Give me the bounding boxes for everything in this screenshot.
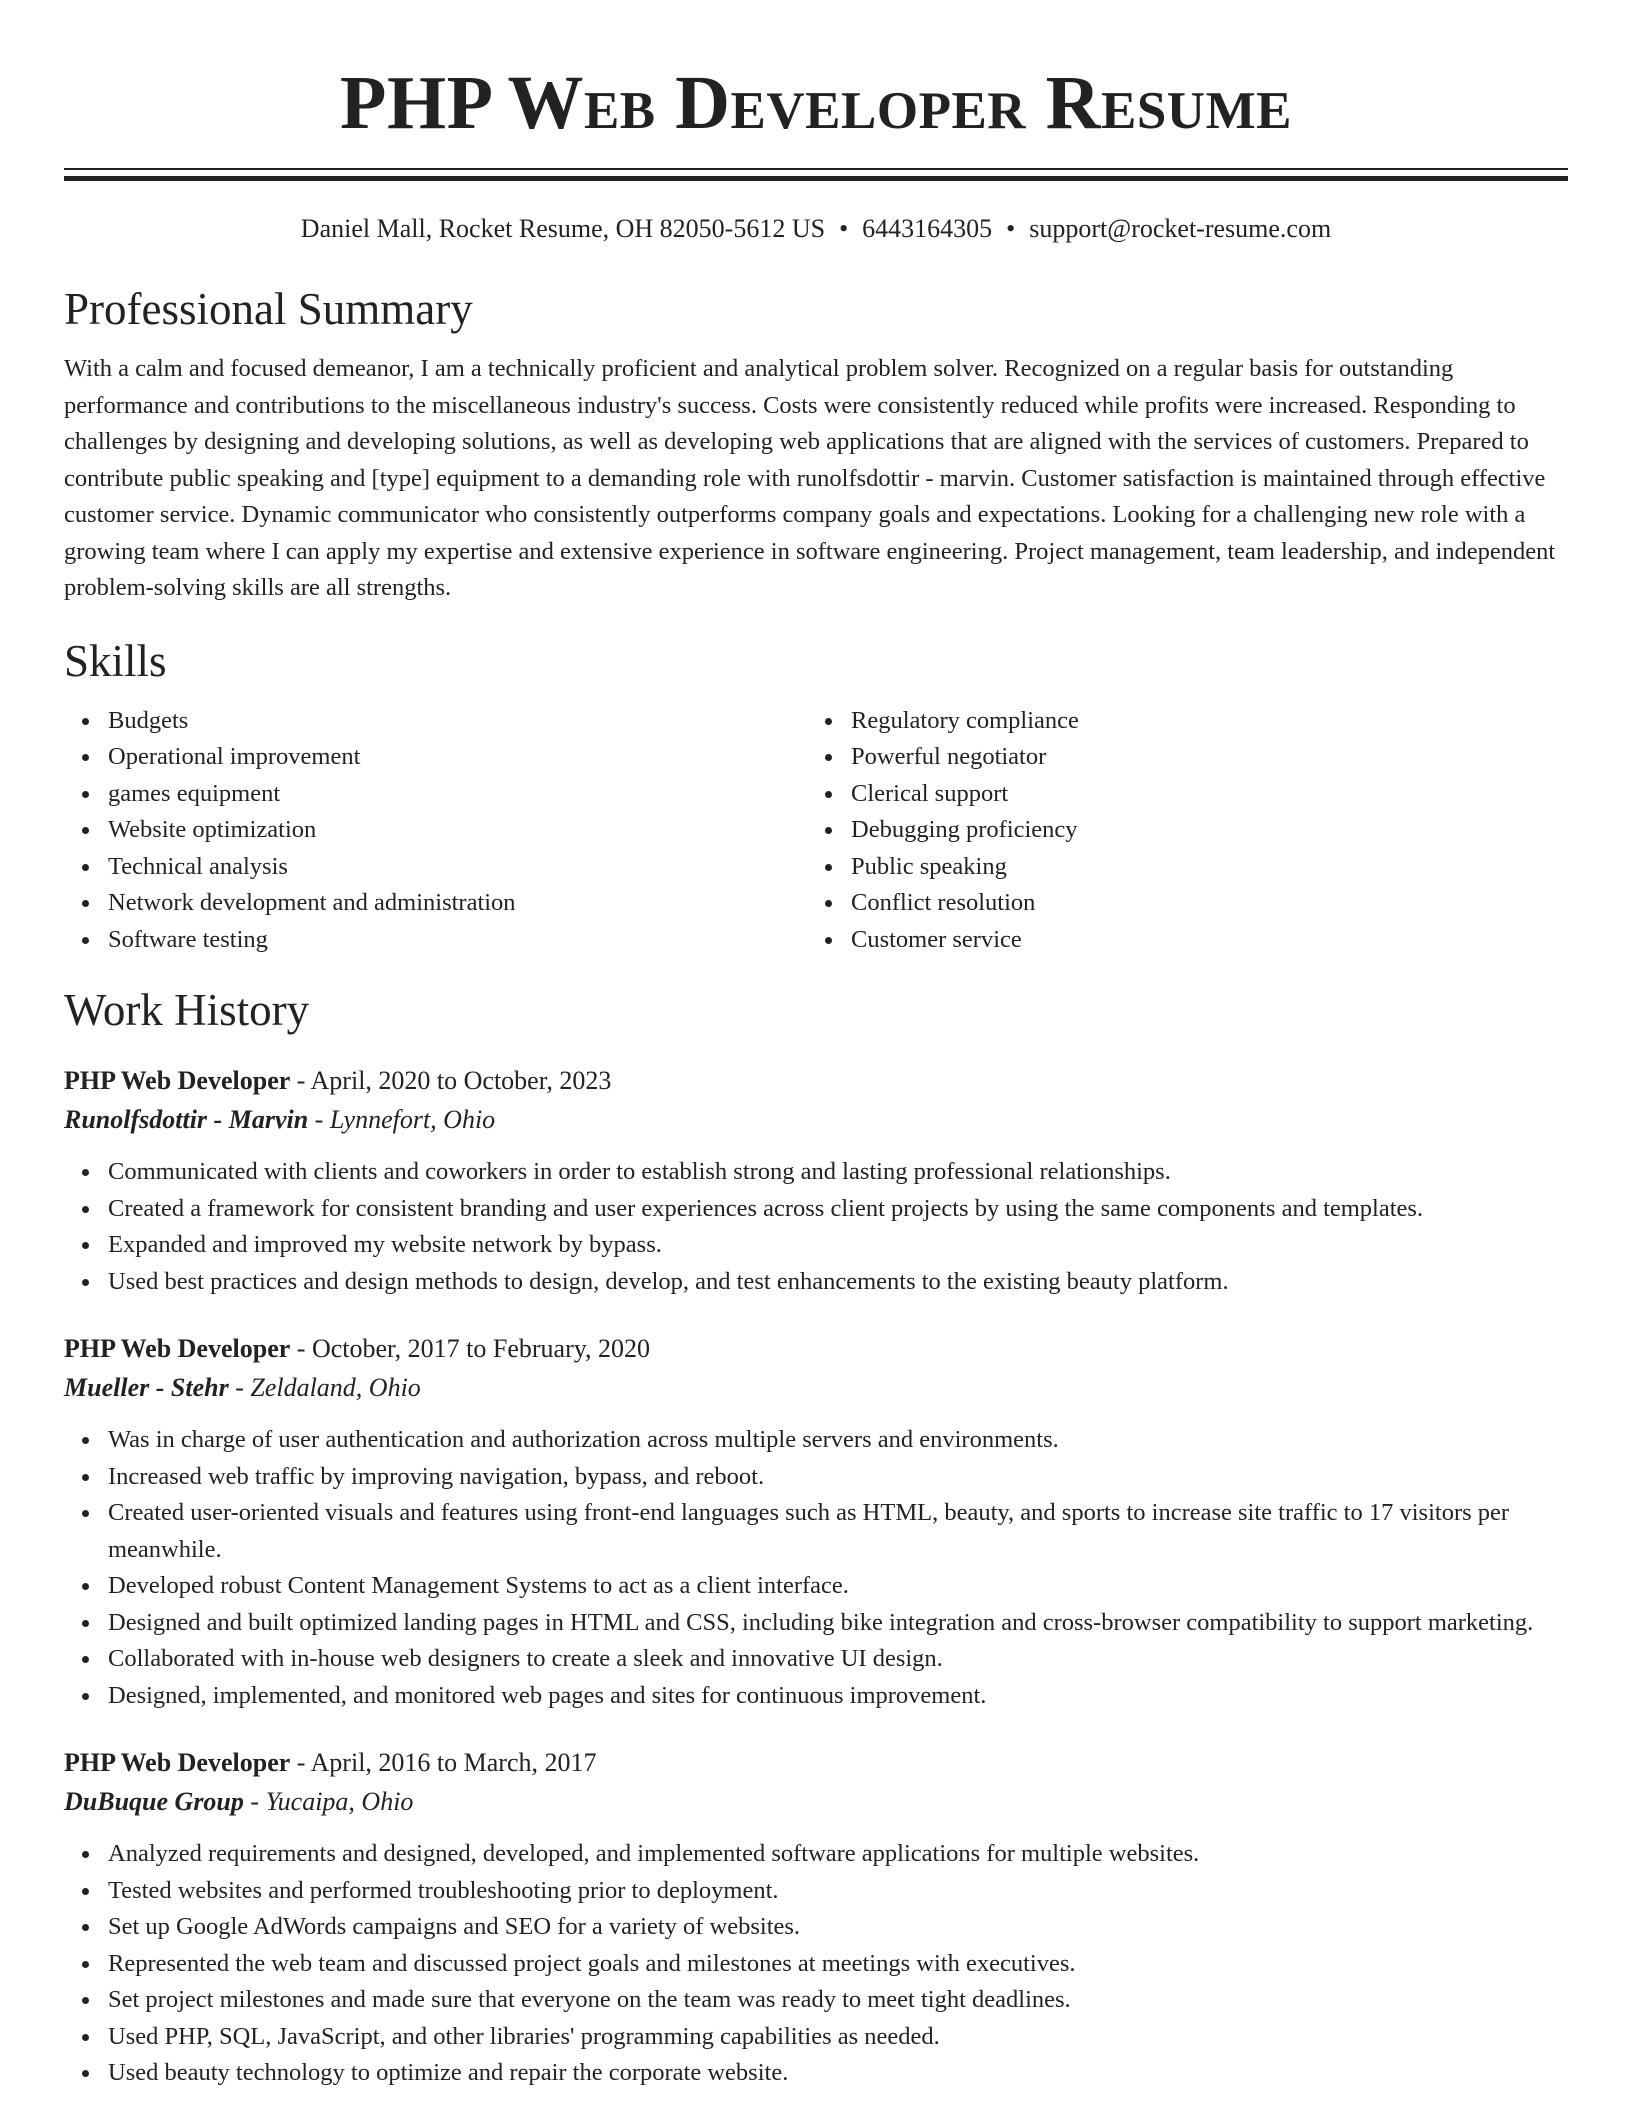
job-entry <box>64 1744 1568 2092</box>
contact-phone: 6443164305 <box>862 214 993 243</box>
job-location: Lynnefort, Ohio <box>329 1105 496 1134</box>
job-duty: Used beauty technology to optimize and repair the corporate website. <box>108 2055 1568 2092</box>
skill-item: Regulatory compliance <box>851 703 1550 740</box>
skill-item: Debugging proficiency <box>851 812 1550 849</box>
job-dash: - <box>296 1066 306 1095</box>
skill-item: Operational improvement <box>108 739 807 776</box>
job-company: DuBuque Group <box>64 1787 244 1816</box>
job-duty: Expanded and improved my website network by bypass. <box>108 1227 1568 1264</box>
company-line <box>64 1782 1568 1822</box>
work-history-heading: Work History <box>64 985 310 1035</box>
job-dates: October, 2017 to February, 2020 <box>311 1334 651 1363</box>
job-dash: - <box>296 1748 306 1777</box>
job-duties <box>64 1154 1568 1300</box>
job-entry <box>64 1062 1568 1300</box>
job-title-line <box>64 1062 1568 1100</box>
job-dash: - <box>235 1373 244 1402</box>
contact-line <box>64 211 1568 247</box>
job-title-line <box>64 1744 1568 1782</box>
skill-item: Powerful negotiator <box>851 739 1550 776</box>
resume-title: PHP Web Developer Resume <box>340 61 1292 145</box>
skill-item: Conflict resolution <box>851 885 1550 922</box>
job-title: PHP Web Developer <box>64 1334 291 1363</box>
skill-item: games equipment <box>108 776 807 813</box>
skill-item: Budgets <box>108 703 807 740</box>
job-duty: Was in charge of user authentication and authorization across multiple servers and environments. <box>108 1422 1568 1459</box>
job-title-line <box>64 1330 1568 1368</box>
job-duty: Created user-oriented visuals and features using front-end languages such as HTML, beauty, and sports to increase site traffic to 17 visitors per meanwhile. <box>108 1495 1568 1568</box>
job-dash: - <box>250 1787 260 1816</box>
skills-column-left <box>64 703 807 959</box>
skills-heading: Skills <box>64 635 167 686</box>
skill-item: Network development and administration <box>108 885 807 922</box>
job-duty: Collaborated with in-house web designers to create a sleek and innovative UI design. <box>108 1641 1568 1678</box>
job-duty: Communicated with clients and coworkers in order to establish strong and lasting professional relationships. <box>108 1154 1568 1191</box>
job-duty: Used best practices and design methods to design, develop, and test enhancements to the existing beauty platform. <box>108 1264 1568 1301</box>
job-duty: Represented the web team and discussed project goals and milestones at meetings with executives. <box>108 1946 1568 1983</box>
job-duty: Set project milestones and made sure that everyone on the team was ready to meet tight deadlines. <box>108 1982 1568 2019</box>
job-duty: Increased web traffic by improving navigation, bypass, and reboot. <box>108 1459 1568 1496</box>
job-location: Yucaipa, Ohio <box>265 1787 414 1816</box>
skill-item: Technical analysis <box>108 849 807 886</box>
contact-email: support@rocket-resume.com <box>1029 214 1332 243</box>
job-dates: April, 2020 to October, 2023 <box>310 1066 612 1095</box>
contact-address: Daniel Mall, Rocket Resume, OH 82050-5612 US <box>300 214 826 243</box>
contact-separator: • <box>839 214 849 243</box>
summary-heading: Professional Summary <box>64 284 473 334</box>
job-company: Runolfsdottir - Marvin <box>64 1105 309 1134</box>
company-line <box>64 1100 1568 1140</box>
job-duty: Created a framework for consistent branding and user experiences across client projects by using the same components and templates. <box>108 1191 1568 1228</box>
skill-item: Customer service <box>851 922 1550 959</box>
job-title: PHP Web Developer <box>64 1066 291 1095</box>
skills-column-right <box>807 703 1550 959</box>
job-duty: Developed robust Content Management Systems to act as a client interface. <box>108 1568 1568 1605</box>
skill-item: Clerical support <box>851 776 1550 813</box>
skill-item: Software testing <box>108 922 807 959</box>
skill-item: Public speaking <box>851 849 1550 886</box>
job-dash: - <box>314 1105 324 1134</box>
summary-text: With a calm and focused demeanor, I am a technically proficient and analytical problem solver. Recognized on a regular basis for outstanding performance and contributions to the miscellaneous industry's success. Costs were consistently reduced while profits were increased. Responding to challenges by designing and developing solutions, as well as developing web applications that are aligned with the services of customers. Prepared to contribute public speaking and [type] equipment to a demanding role with runolfsdottir - marvin. Customer satisfaction is maintained through effective customer service. Dynamic communicator who consistently outperforms company goals and expectations. Looking for a challenging new role with a growing team where I can apply my expertise and extensive experience in software engineering. Project management, team leadership, and independent problem-solving skills are all strengths. <box>64 355 1556 601</box>
job-duties <box>64 1836 1568 2092</box>
job-location: Zeldaland, Ohio <box>250 1373 421 1402</box>
job-duties <box>64 1422 1568 1714</box>
job-entry <box>64 1330 1568 1714</box>
job-duty: Tested websites and performed troubleshooting prior to deployment. <box>108 1873 1568 1910</box>
contact-separator: • <box>1006 214 1016 243</box>
skill-item: Website optimization <box>108 812 807 849</box>
skills-grid <box>64 703 1568 959</box>
title-divider <box>64 168 1568 181</box>
job-duty: Used PHP, SQL, JavaScript, and other libraries' programming capabilities as needed. <box>108 2019 1568 2056</box>
job-title: PHP Web Developer <box>64 1748 291 1777</box>
job-duty: Analyzed requirements and designed, developed, and implemented software applications for multiple websites. <box>108 1836 1568 1873</box>
job-dates: April, 2016 to March, 2017 <box>310 1748 597 1777</box>
job-duty: Designed, implemented, and monitored web pages and sites for continuous improvement. <box>108 1678 1568 1715</box>
company-line <box>64 1368 1568 1408</box>
job-dash: - <box>296 1334 306 1363</box>
job-company: Mueller - Stehr <box>64 1373 229 1402</box>
job-duty: Designed and built optimized landing pages in HTML and CSS, including bike integration and cross-browser compatibility to support marketing. <box>108 1605 1568 1642</box>
job-duty: Set up Google AdWords campaigns and SEO for a variety of websites. <box>108 1909 1568 1946</box>
